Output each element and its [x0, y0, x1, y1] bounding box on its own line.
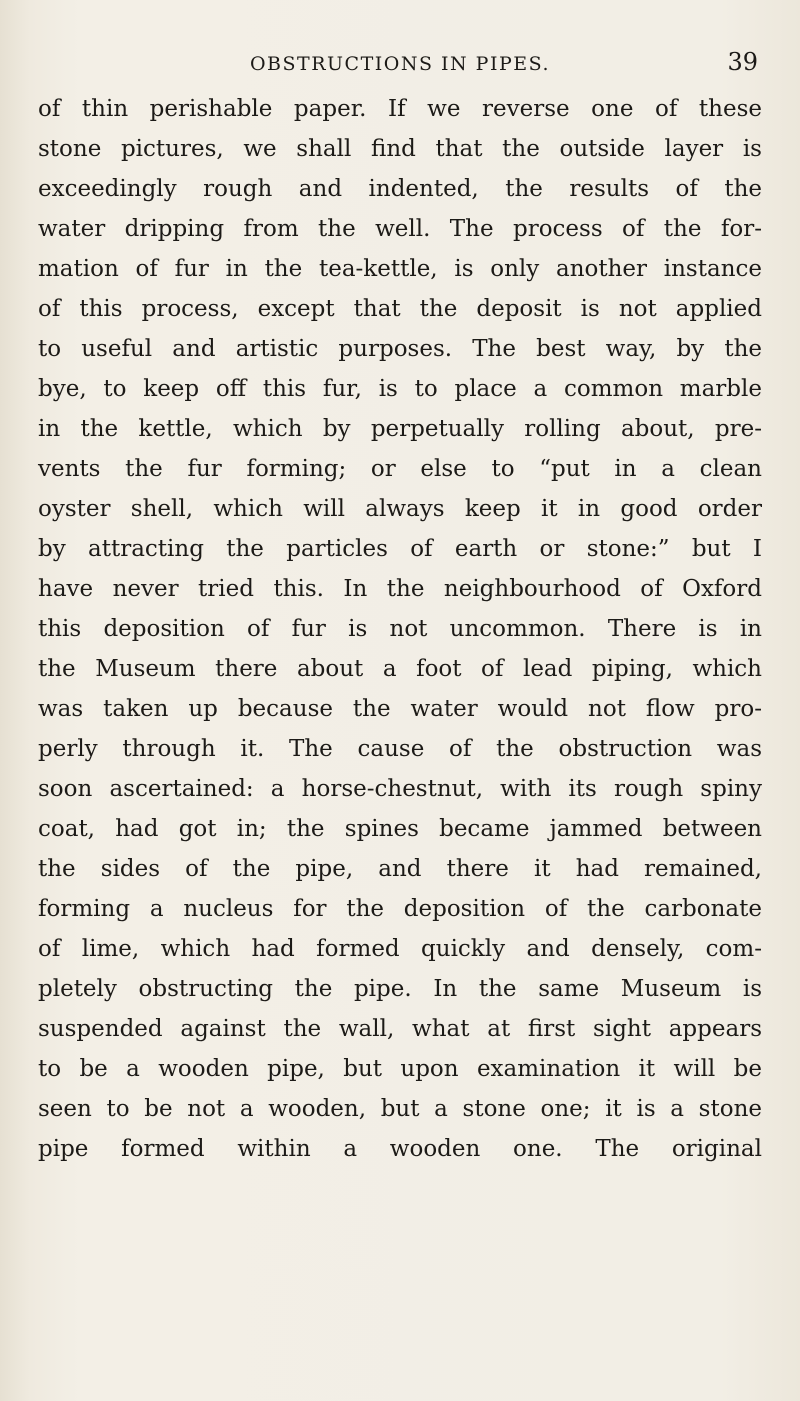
text-line: perly through it. The cause of the obstruction was	[38, 736, 762, 762]
text-line: by attracting the particles of earth or stone:” but I	[38, 536, 762, 562]
body-text	[38, 89, 762, 1169]
text-line: exceedingly rough and indented, the results of the	[38, 176, 762, 202]
text-line: to be a wooden pipe, but upon examination it will be	[38, 1056, 762, 1082]
text-line: pletely obstructing the pipe. In the same Museum is	[38, 976, 762, 1002]
page-header	[0, 34, 800, 74]
text-line: suspended against the wall, what at first sight appears	[38, 1016, 762, 1042]
running-head: OBSTRUCTIONS IN PIPES.	[249, 53, 550, 75]
text-line: forming a nucleus for the deposition of the carbonate	[38, 896, 762, 922]
text-line: of lime, which had formed quickly and densely, com-	[38, 936, 762, 962]
text-line: seen to be not a wooden, but a stone one; it is a stone	[38, 1096, 762, 1122]
text-line: of this process, except that the deposit is not applied	[38, 296, 762, 322]
text-line: mation of fur in the tea-kettle, is only another instance	[38, 256, 762, 282]
text-line: in the kettle, which by perpetually rolling about, pre-	[38, 416, 762, 442]
text-line: the sides of the pipe, and there it had remained,	[38, 856, 762, 882]
text-line: coat, had got in; the spines became jammed between	[38, 816, 762, 842]
text-line: to useful and artistic purposes. The best way, by the	[38, 336, 762, 362]
text-line: was taken up because the water would not flow pro-	[38, 696, 762, 722]
text-line: soon ascertained: a horse-chestnut, with its rough spiny	[38, 776, 762, 802]
text-line: bye, to keep off this fur, is to place a common marble	[38, 376, 762, 402]
text-line: this deposition of fur is not uncommon. There is in	[38, 616, 762, 642]
text-line: of thin perishable paper. If we reverse one of these	[38, 96, 762, 122]
text-line: vents the fur forming; or else to “put in a clean	[38, 456, 762, 482]
text-line: oyster shell, which will always keep it in good order	[38, 496, 762, 522]
text-line: water dripping from the well. The process of the for-	[38, 216, 762, 242]
text-line: stone pictures, we shall find that the outside layer is	[38, 136, 762, 162]
text-line: pipe formed within a wooden one. The original	[38, 1136, 762, 1162]
text-line: have never tried this. In the neighbourhood of Oxford	[38, 576, 762, 602]
page-number: 39	[727, 48, 758, 76]
text-line: the Museum there about a foot of lead piping, which	[38, 656, 762, 682]
